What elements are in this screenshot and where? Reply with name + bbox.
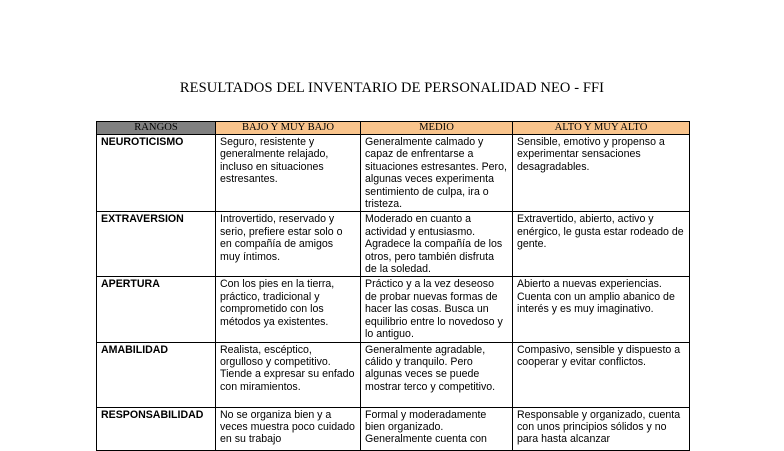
cell-medio: Moderado en cuanto a actividad y entusiasmo. Agradece la compañía de los otros, pero también disfruta de la soledad.: [361, 212, 513, 277]
personality-results-table: [96, 121, 690, 451]
row-label: APERTURA: [97, 277, 216, 342]
cell-medio: Práctico y a la vez deseoso de probar nuevas formas de hacer las cosas. Busca un equilibrio entre lo novedoso y lo antiguo.: [361, 277, 513, 342]
table-row: [97, 342, 690, 407]
table-row: [97, 277, 690, 342]
cell-medio: Generalmente agradable, cálido y tranquilo. Pero algunas veces se puede mostrar terco y competitivo.: [361, 342, 513, 407]
cell-medio: Generalmente calmado y capaz de enfrentarse a situaciones estresantes. Pero, algunas veces experimenta sentimiento de culpa, ira o tristeza.: [361, 135, 513, 212]
header-rangos: RANGOS: [97, 122, 216, 135]
cell-bajo: No se organiza bien y a veces muestra poco cuidado en su trabajo: [216, 407, 361, 450]
table-row: [97, 407, 690, 450]
cell-bajo: Con los pies en la tierra, práctico, tradicional y comprometido con los métodos ya existentes.: [216, 277, 361, 342]
row-label: NEUROTICISMO: [97, 135, 216, 212]
header-alto: ALTO Y MUY ALTO: [513, 122, 690, 135]
cell-alto: Abierto a nuevas experiencias. Cuenta con un amplio abanico de interés y es muy imaginativo.: [513, 277, 690, 342]
header-bajo: BAJO Y MUY BAJO: [216, 122, 361, 135]
cell-medio: Formal y moderadamente bien organizado. Generalmente cuenta con: [361, 407, 513, 450]
table-row: [97, 135, 690, 212]
row-label: RESPONSABILIDAD: [97, 407, 216, 450]
cell-alto: Extravertido, abierto, activo y enérgico, le gusta estar rodeado de gente.: [513, 212, 690, 277]
cell-alto: Compasivo, sensible y dispuesto a cooperar y evitar conflictos.: [513, 342, 690, 407]
cell-bajo: Realista, escéptico, orgulloso y competitivo. Tiende a expresar su enfado con miramientos.: [216, 342, 361, 407]
cell-alto: Sensible, emotivo y propenso a experimentar sensaciones desagradables.: [513, 135, 690, 212]
cell-bajo: Introvertido, reservado y serio, prefiere estar solo o en compañía de amigos muy íntimos.: [216, 212, 361, 277]
row-label: AMABILIDAD: [97, 342, 216, 407]
table-header-row: [97, 122, 690, 135]
header-medio: MEDIO: [361, 122, 513, 135]
cell-alto: Responsable y organizado, cuenta con unos principios sólidos y no para hasta alcanzar: [513, 407, 690, 450]
table-row: [97, 212, 690, 277]
row-label: EXTRAVERSION: [97, 212, 216, 277]
page-title: RESULTADOS DEL INVENTARIO DE PERSONALIDAD NEO - FFI: [179, 80, 605, 96]
cell-bajo: Seguro, resistente y generalmente relajado, incluso en situaciones estresantes.: [216, 135, 361, 212]
